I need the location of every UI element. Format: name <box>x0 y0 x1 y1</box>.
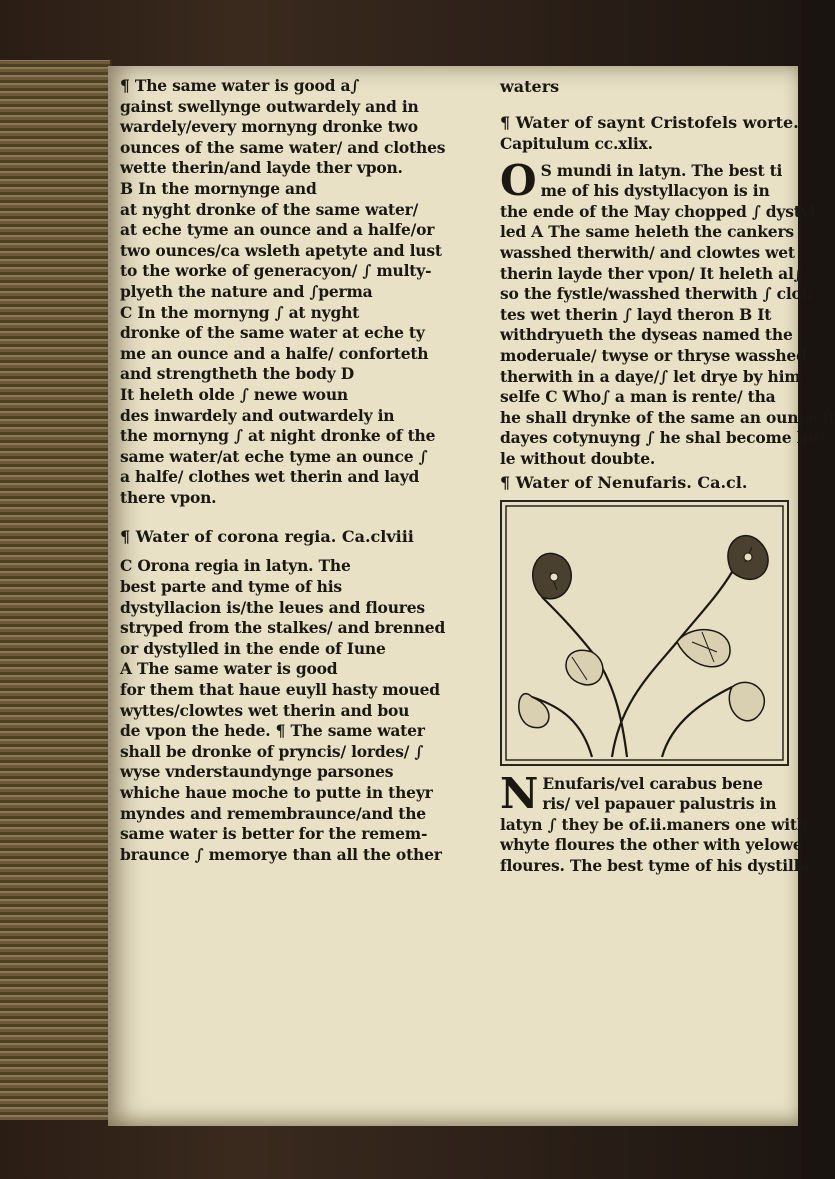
text-line: des inwardely and outwardely in <box>120 405 395 425</box>
text-line: stryped from the stalkes/ and brenned <box>120 618 446 638</box>
text-line: latyn ∫ they be of.ii.maners one with <box>500 814 808 834</box>
text-line: two ounces/ca wsleth apetyte and lust <box>120 240 442 260</box>
continued-word: waters <box>500 77 560 96</box>
text-line: C Orona regia in latyn. The <box>120 556 351 576</box>
text-line: dronke of the same water at eche ty <box>120 323 425 343</box>
text-line: at nyght dronke of the same water/ <box>120 199 419 219</box>
water-lily-woodcut-icon <box>500 500 789 766</box>
left-column <box>120 76 490 865</box>
text-line: or dystylled in the ende of Iune <box>120 638 386 658</box>
left-text-block-a <box>120 76 490 508</box>
section-gap <box>120 548 490 556</box>
text-line: me of his dystyllacyon is in <box>540 181 770 201</box>
text-line: a halfe/ clothes wet therin and layd <box>120 467 420 487</box>
woodcut-drawing <box>502 502 787 764</box>
text-line: gainst swellynge outwardely and in <box>120 96 419 116</box>
text-line: moderuale/ twyse or thryse wasshed <box>500 345 807 365</box>
text-line: ounces of the same water/ and clothes <box>120 137 446 157</box>
chapter-label: Capitulum cc.xlix. <box>500 134 653 153</box>
drop-cap-n: N <box>500 768 539 818</box>
text-line: le without doubte. <box>500 448 656 468</box>
corona-regia-heading: ¶ Water of corona regia. Ca.clviii <box>120 527 414 547</box>
right-column <box>500 76 835 876</box>
text-line: so the fystle/wasshed therwith ∫ clou <box>500 284 813 304</box>
text-line: best parte and tyme of his <box>120 577 342 597</box>
text-line: selfe C Who∫ a man is rente/ tha <box>500 387 776 407</box>
text-line: dystyllacion is/the leues and floures <box>120 597 425 617</box>
text-line: shall be dronke of pryncis/ lordes/ ∫ <box>120 741 424 761</box>
text-line: ris/ vel papauer palustris in <box>542 794 777 814</box>
text-line: whyte floures the other with yelowe <box>500 835 803 855</box>
text-line: myndes and remembraunce/and the <box>120 803 426 823</box>
text-line: same water/at eche tyme an ounce ∫ <box>120 446 428 466</box>
drop-cap-o: O <box>500 155 537 205</box>
left-text-block-b <box>120 556 490 865</box>
nenufaris-heading: ¶ Water of Nenufaris. Ca.cl. <box>500 472 748 492</box>
text-line: wyttes/clowtes wet therin and bou <box>120 700 410 720</box>
text-line: same water is better for the remem- <box>120 824 428 844</box>
nenufaris-body <box>500 768 810 877</box>
text-line: A The same water is good <box>120 659 338 679</box>
text-line: there vpon. <box>120 487 217 507</box>
text-line: and strengtheth the body D <box>120 364 355 384</box>
text-line: whiche haue moche to putte in theyr <box>120 783 433 802</box>
text-line: to the worke of generacyon/ ∫ multy- <box>120 261 432 281</box>
right-text-block-a <box>500 155 835 470</box>
text-line: wardely/every mornyng dronke two <box>120 117 418 137</box>
text-line: he shall drynke of the same an ounce.it <box>500 407 835 427</box>
section-gap <box>120 508 490 526</box>
text-line: Enufaris/vel carabus bene <box>542 773 763 793</box>
text-line: at eche tyme an ounce and a halfe/or <box>120 220 435 240</box>
text-line: therwith in a daye/∫ let drye by him <box>500 366 801 386</box>
text-line: therin layde ther vpon/ It heleth al∫ <box>500 263 803 283</box>
text-line: for them that haue euyll hasty moued <box>120 680 440 700</box>
text-line: B In the mornynge and <box>120 178 317 198</box>
text-line: the mornyng ∫ at night dronke of the <box>120 426 436 446</box>
cristofels-body <box>500 155 835 470</box>
text-line: wette therin/and layde ther vpon. <box>120 158 403 178</box>
text-line: withdryueth the dyseas named the <box>500 325 793 345</box>
text-line: led A The same heleth the cankers <box>500 222 794 242</box>
cristofels-heading: ¶ Water of saynt Cristofels worte. <box>500 113 799 132</box>
text-line: de vpon the hede. ¶ The same water <box>120 721 425 741</box>
section-gap <box>500 98 795 112</box>
text-line: floures. The best tyme of his dystilla <box>500 855 810 875</box>
text-line: braunce ∫ memorye than all the other <box>120 844 442 864</box>
text-line: C In the mornyng ∫ at nyght <box>120 302 360 322</box>
text-line: plyeth the nature and ∫perma <box>120 281 373 301</box>
text-line: It heleth olde ∫ newe woun <box>120 384 348 404</box>
text-line: wyse vnderstaundynge parsones <box>120 762 394 782</box>
book-spine <box>0 60 112 1120</box>
text-line: wasshed therwith/ and clowtes wet <box>500 242 795 262</box>
text-line: dayes cotynuyng ∫ he shal become ho <box>500 428 818 448</box>
right-text-block-b <box>500 768 810 877</box>
text-line: ¶ The same water is good a∫ <box>120 76 360 95</box>
text-line: S mundi in latyn. The best ti <box>540 160 783 180</box>
text-line: me an ounce and a halfe/ conforteth <box>120 343 429 363</box>
text-line: the ende of the May chopped ∫ dystyl <box>500 201 816 221</box>
text-line: tes wet therin ∫ layd theron B It <box>500 304 772 324</box>
